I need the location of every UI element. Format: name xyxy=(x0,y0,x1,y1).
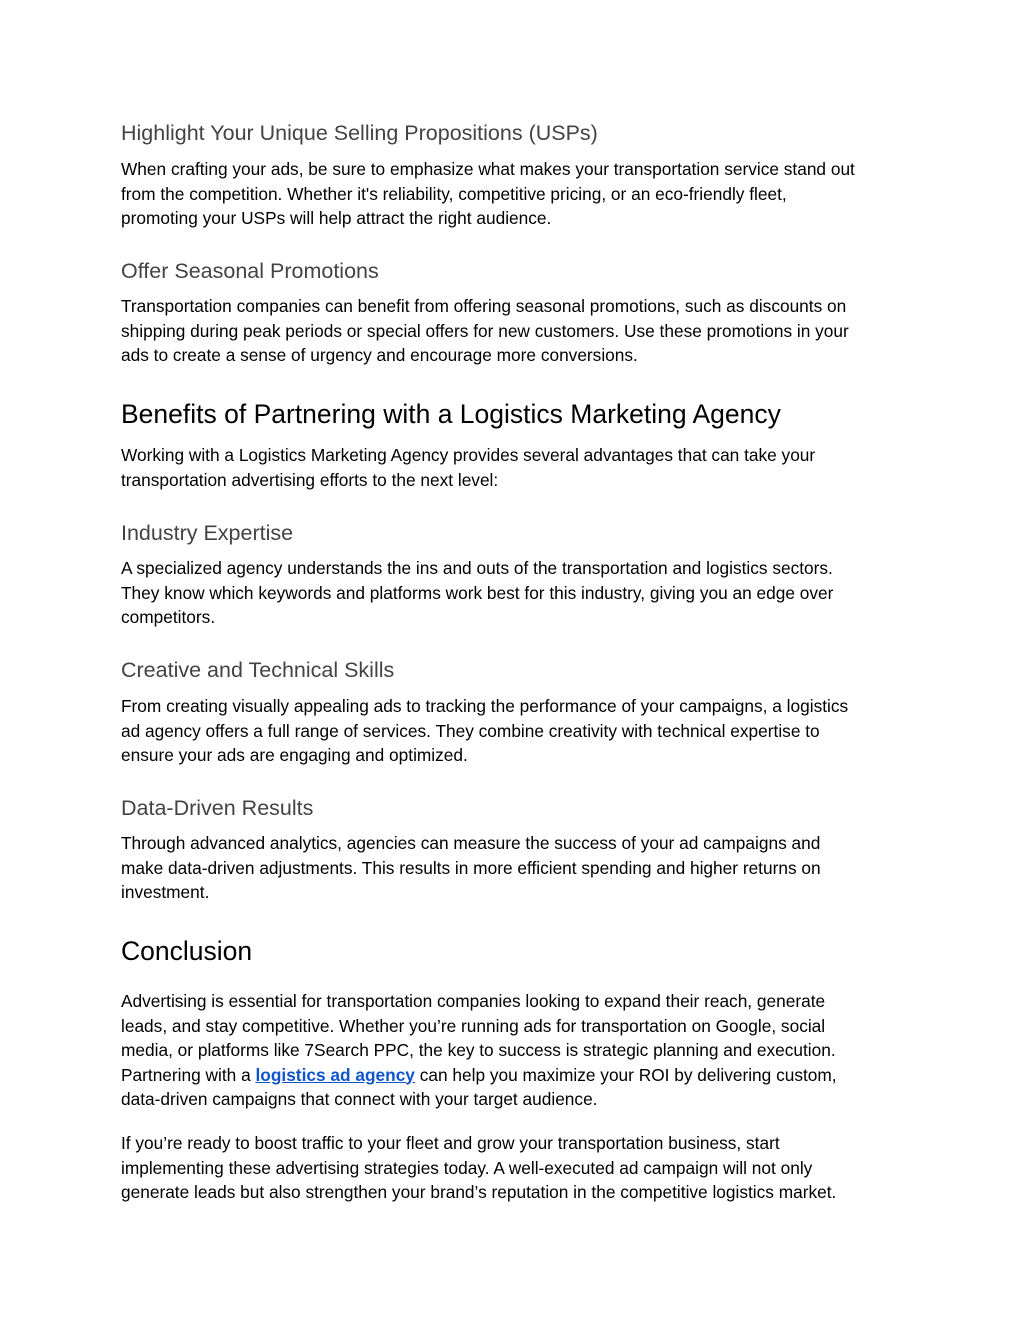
text-line: ensure your ads are engaging and optimized. xyxy=(121,745,468,765)
text-line: Through advanced analytics, agencies can measure the success of your ad campaigns and xyxy=(121,833,821,853)
text-line: Working with a Logistics Marketing Agency provides several advantages that can take your xyxy=(121,445,816,465)
paragraph-data-driven-results xyxy=(121,831,821,905)
heading-benefits: Benefits of Partnering with a Logistics Marketing Agency xyxy=(121,399,781,429)
text-line: If you’re ready to boost traffic to your fleet and grow your transportation business, start xyxy=(121,1133,780,1153)
text-line: transportation advertising efforts to the next level: xyxy=(121,469,499,490)
text-line: investment. xyxy=(121,882,210,902)
paragraph-industry-expertise xyxy=(121,556,833,630)
text-line: ad agency offers a full range of services. They combine creativity with technical expertise to xyxy=(121,720,820,741)
heading-creative-technical-skills: Creative and Technical Skills xyxy=(121,658,395,682)
heading-conclusion: Conclusion xyxy=(121,936,253,966)
paragraph-creative-technical-skills xyxy=(121,694,848,768)
logistics-ad-agency-link[interactable]: logistics ad agency xyxy=(255,1064,415,1085)
text-line: ads to create a sense of urgency and encourage more conversions. xyxy=(121,345,638,365)
text-line xyxy=(121,1063,837,1088)
text-line: From creating visually appealing ads to tracking the performance of your campaigns, a logistics xyxy=(121,696,849,716)
text-line: They know which keywords and platforms work best for this industry, giving you an edge over xyxy=(121,582,834,603)
heading-industry-expertise: Industry Expertise xyxy=(121,521,294,545)
text-line: data-driven campaigns that connect with your target audience. xyxy=(121,1089,598,1109)
text-line: Advertising is essential for transportation companies looking to expand their reach, generate xyxy=(121,991,826,1011)
paragraph-benefits xyxy=(121,443,815,492)
heading-usps: Highlight Your Unique Selling Propositions (USPs) xyxy=(121,121,598,145)
paragraph-seasonal-promotions xyxy=(121,294,849,368)
text-line: promoting your USPs will help attract the right audience. xyxy=(121,208,552,228)
text-segment: can help you maximize your ROI by delivering custom, xyxy=(414,1064,837,1085)
paragraph-conclusion-2 xyxy=(121,1131,836,1205)
text-line: from the competition. Whether it's reliability, competitive pricing, or an eco-friendly fleet, xyxy=(121,183,787,204)
text-line: A specialized agency understands the ins and outs of the transportation and logistics sectors. xyxy=(121,558,833,578)
paragraph-conclusion-1 xyxy=(121,989,837,1112)
text-line: implementing these advertising strategies today. A well-executed ad campaign will not only xyxy=(121,1157,813,1178)
text-line: media, or platforms like 7Search PPC, the key to success is strategic planning and execution. xyxy=(121,1040,836,1060)
paragraph-usps xyxy=(121,157,855,231)
text-line: generate leads but also strengthen your brand’s reputation in the competitive logistics market. xyxy=(121,1182,837,1202)
text-line: leads, and stay competitive. Whether you’re running ads for transportation on Google, social xyxy=(121,1015,826,1036)
text-line: Transportation companies can benefit from offering seasonal promotions, such as discounts on xyxy=(121,296,847,316)
text-line: make data-driven adjustments. This results in more efficient spending and higher returns on xyxy=(121,857,821,878)
text-line: When crafting your ads, be sure to emphasize what makes your transportation service stand out xyxy=(121,159,855,179)
text-segment: Partnering with a xyxy=(121,1064,256,1085)
heading-seasonal-promotions: Offer Seasonal Promotions xyxy=(121,259,379,283)
text-line: shipping during peak periods or special offers for new customers. Use these promotions in your xyxy=(121,320,849,341)
text-line: competitors. xyxy=(121,607,216,627)
heading-data-driven-results: Data-Driven Results xyxy=(121,796,314,820)
